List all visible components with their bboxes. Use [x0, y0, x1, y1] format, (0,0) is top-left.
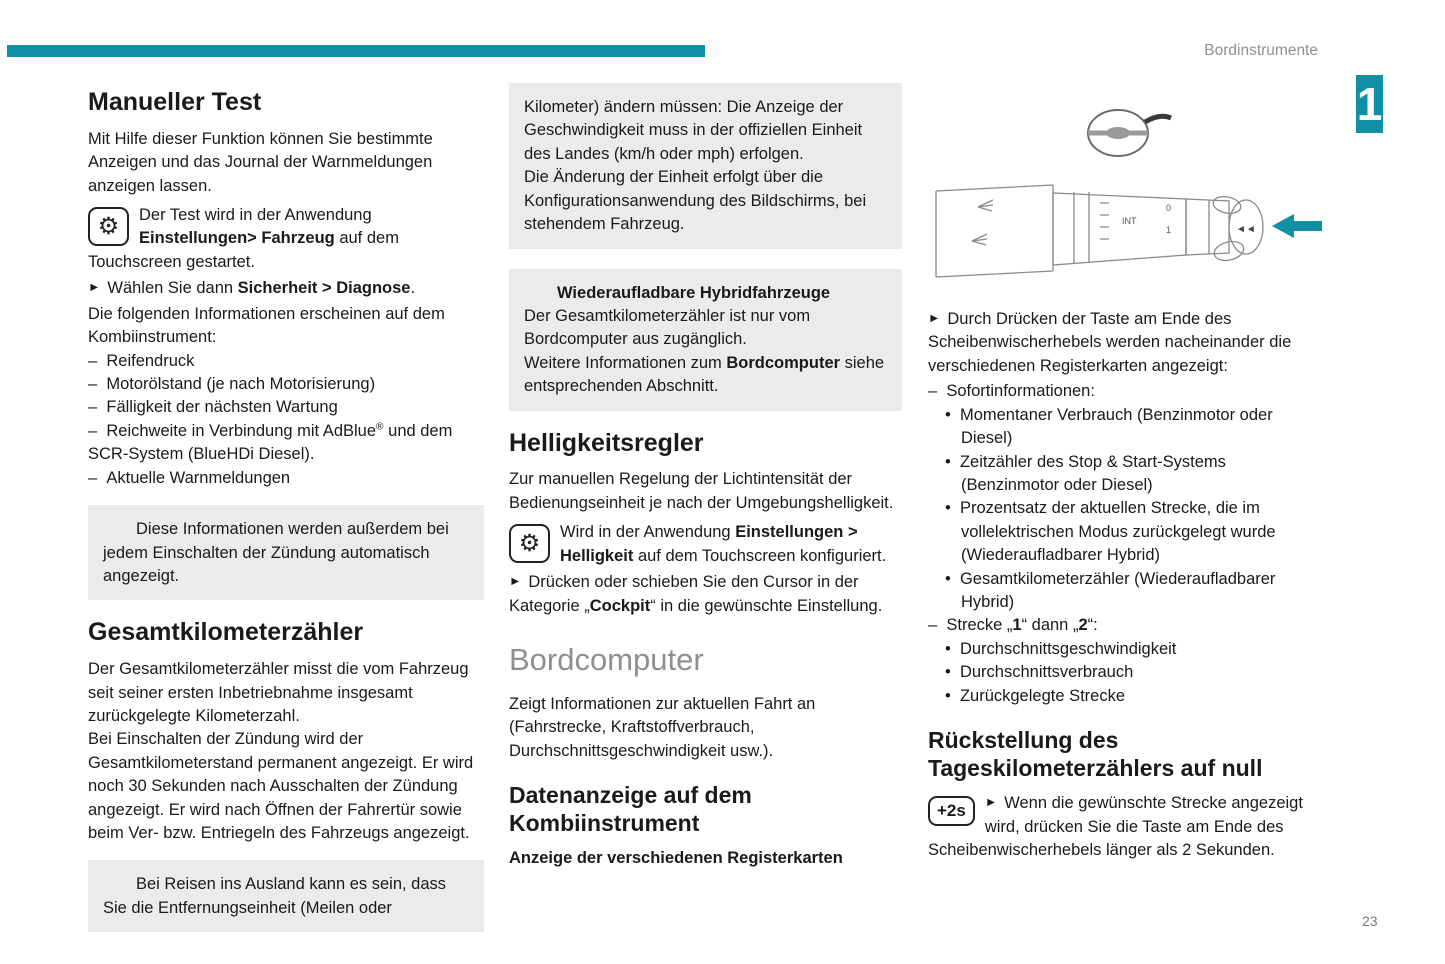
action-arrow-icon: ► — [928, 311, 941, 325]
info-box — [88, 505, 484, 600]
gear-instruction-text: Wird in der Anwendung Einstellungen > Helligkeit auf dem Touchscreen konfiguriert. — [560, 523, 887, 565]
bullet-text: Gesamtkilometerzähler (Wiederaufladbarer Hybrid) — [959, 569, 1276, 612]
reset-instruction — [928, 792, 1324, 862]
wiper-stalk-illustration — [928, 95, 1324, 300]
action-step-text: Drücken oder schieben Sie den Cursor in der Kategorie „Cockpit“ in die gewünschte Einstellung. — [509, 573, 883, 615]
gear-glyph: ⚙ — [518, 529, 541, 557]
list-item-text: Fälligkeit der nächsten Wartung — [106, 398, 338, 417]
info-box-text: Diese Informationen werden außerdem bei jedem Einschalten der Zündung automatisch angezeigt. — [103, 520, 449, 585]
heading-bordcomputer: Bordcomputer — [509, 641, 704, 677]
heading-helligkeitsregler: Helligkeitsregler — [509, 428, 704, 457]
settings-gear-icon — [509, 524, 550, 563]
list-item — [88, 467, 484, 490]
section-tab: 1 — [1356, 75, 1383, 133]
info-box-text: Weitere Informationen zum Bordcomputer siehe entsprechenden Abschnitt. — [524, 353, 885, 396]
bullet-text: Durchschnittsgeschwindigkeit — [959, 639, 1177, 658]
info-box — [509, 269, 902, 411]
bullet-text: Momentaner Verbrauch (Benzinmotor oder Diesel) — [959, 405, 1273, 448]
list-item — [88, 350, 484, 373]
info-box-title: Wiederaufladbare Hybridfahrzeuge — [557, 283, 831, 302]
chapter-header: Bordinstrumente — [1204, 42, 1318, 59]
list-item-text: Strecke „1“ dann „2“: — [946, 616, 1098, 635]
bullet-text: Zurückgelegte Strecke — [959, 686, 1126, 705]
header-accent-bar — [7, 45, 705, 57]
list-item-text: Reichweite in Verbindung mit AdBlue® und dem SCR-System (BlueHDi Diesel). — [88, 421, 453, 464]
bullet-item — [928, 404, 1324, 451]
end-button-marks: ◄◄ — [1236, 224, 1256, 235]
info-box — [88, 860, 484, 932]
stalk-drawing — [936, 185, 1263, 277]
info-box-continuation — [509, 83, 902, 249]
stalk-label-0: 0 — [1166, 203, 1172, 213]
paragraph: Zeigt Informationen zur aktuellen Fahrt an (Fahrstrecke, Kraftstoffverbrauch, Durchschnittsgeschwindigkeit usw.). — [509, 694, 816, 760]
list-item-text: Motorölstand (je nach Motorisierung) — [106, 374, 376, 393]
action-step — [928, 308, 1324, 378]
list-item-text: Sofortinformationen: — [946, 382, 1095, 401]
stalk-label-int: INT — [1122, 216, 1137, 226]
pointer-arrow — [1272, 214, 1322, 238]
bullet-item — [928, 451, 1324, 498]
gear-instruction — [88, 204, 484, 274]
bullet-item — [928, 497, 1324, 567]
bullet-text: Durchschnittsverbrauch — [959, 663, 1134, 682]
gear-instruction — [509, 521, 902, 568]
plus-2s-button-icon: +2s — [928, 796, 975, 826]
list-item — [88, 420, 484, 467]
bullet-item — [928, 568, 1324, 615]
paragraph: Der Gesamtkilometerzähler misst die vom Fahrzeug seit seiner ersten Inbetriebnahme insgesamt zurückgelegte Kilometerzahl. — [88, 660, 469, 725]
heading-rueckstellung: Rückstellung des Tageskilometerzählers auf null — [928, 727, 1263, 782]
list-item-text: Aktuelle Warnmeldungen — [106, 468, 291, 487]
column-middle — [509, 83, 902, 875]
action-step — [509, 571, 902, 618]
action-step — [88, 277, 484, 300]
heading-datenanzeige: Datenanzeige auf dem Kombiinstrument — [509, 782, 752, 837]
paragraph-intro: Mit Hilfe dieser Funktion können Sie bestimmte Anzeigen und das Journal der Warnmeldungen anzeigen lassen. — [88, 129, 433, 195]
info-box-text: Die Änderung der Einheit erfolgt über die Konfigurationsanwendung des Bildschirms, bei stehendem Fahrzeug. — [524, 168, 867, 234]
list-item — [88, 396, 484, 419]
gear-instruction-text: Der Test wird in der Anwendung Einstellungen> Fahrzeug auf dem Touchscreen gestartet. — [88, 206, 399, 271]
info-box-text: Kilometer) ändern müssen: Die Anzeige der Geschwindigkeit muss in der offiziellen Einheit des Landes (km/h oder mph) erfolgen. — [524, 98, 863, 163]
action-step-text: Wählen Sie dann Sicherheit > Diagnose. — [107, 279, 416, 298]
info-box-text: Der Gesamtkilometerzähler ist nur vom Bordcomputer aus zugänglich. — [524, 306, 811, 349]
stalk-label-1: 1 — [1166, 225, 1172, 235]
steering-wheel-icon — [1088, 110, 1171, 156]
list-item — [88, 373, 484, 396]
subheading-registerkarten: Anzeige der verschiedenen Registerkarten — [509, 849, 843, 868]
bullet-item — [928, 661, 1324, 684]
list-item — [928, 614, 1324, 637]
page-number: 23 — [1362, 913, 1378, 929]
settings-gear-icon — [88, 207, 129, 246]
column-right — [928, 95, 1324, 866]
gear-glyph: ⚙ — [97, 212, 120, 240]
action-arrow-icon: ► — [984, 795, 998, 810]
paragraph: Bei Einschalten der Zündung wird der Gesamtkilometerstand permanent angezeigt. Er wird noch 30 Sekunden nach Ausschalten der Zündung angezeigt. Er wird nach Öffnen der Fahrertür sowie beim Ver- bzw. Entriegeln des Fahrzeugs angezeigt. — [88, 730, 474, 843]
list-item — [928, 380, 1324, 403]
column-left — [88, 88, 484, 950]
action-arrow-icon: ► — [88, 280, 101, 295]
list-intro: Die folgenden Informationen erscheinen auf dem Kombiinstrument: — [88, 304, 445, 347]
action-step-text: Durch Drücken der Taste am Ende des Scheibenwischerhebels werden nacheinander die verschiedenen Registerkarten angezeigt: — [928, 310, 1292, 375]
action-arrow-icon: ► — [509, 574, 522, 589]
bullet-item — [928, 685, 1324, 708]
info-box-text: Bei Reisen ins Ausland kann es sein, dass Sie die Entfernungseinheit (Meilen oder — [103, 875, 447, 917]
list-item-text: Reifendruck — [106, 351, 195, 370]
heading-gesamtkilometerzaehler: Gesamtkilometerzähler — [88, 618, 364, 647]
bullet-text: Prozentsatz der aktuellen Strecke, die im vollelektrischen Modus zurückgelegt wurde (Wiederaufladbarer Hybrid) — [959, 499, 1276, 565]
heading-manueller-test: Manueller Test — [88, 88, 262, 116]
paragraph: Zur manuellen Regelung der Lichtintensität der Bedienungseinheit je nach der Umgebungshelligkeit. — [509, 470, 894, 512]
action-step-text: Wenn die gewünschte Strecke angezeigt wird, drücken Sie die Taste am Ende des Scheibenwischerhebels länger als 2 Sekunden. — [928, 794, 1303, 860]
bullet-text: Zeitzähler des Stop & Start-Systems (Benzinmotor oder Diesel) — [959, 452, 1226, 494]
bullet-item — [928, 638, 1324, 661]
